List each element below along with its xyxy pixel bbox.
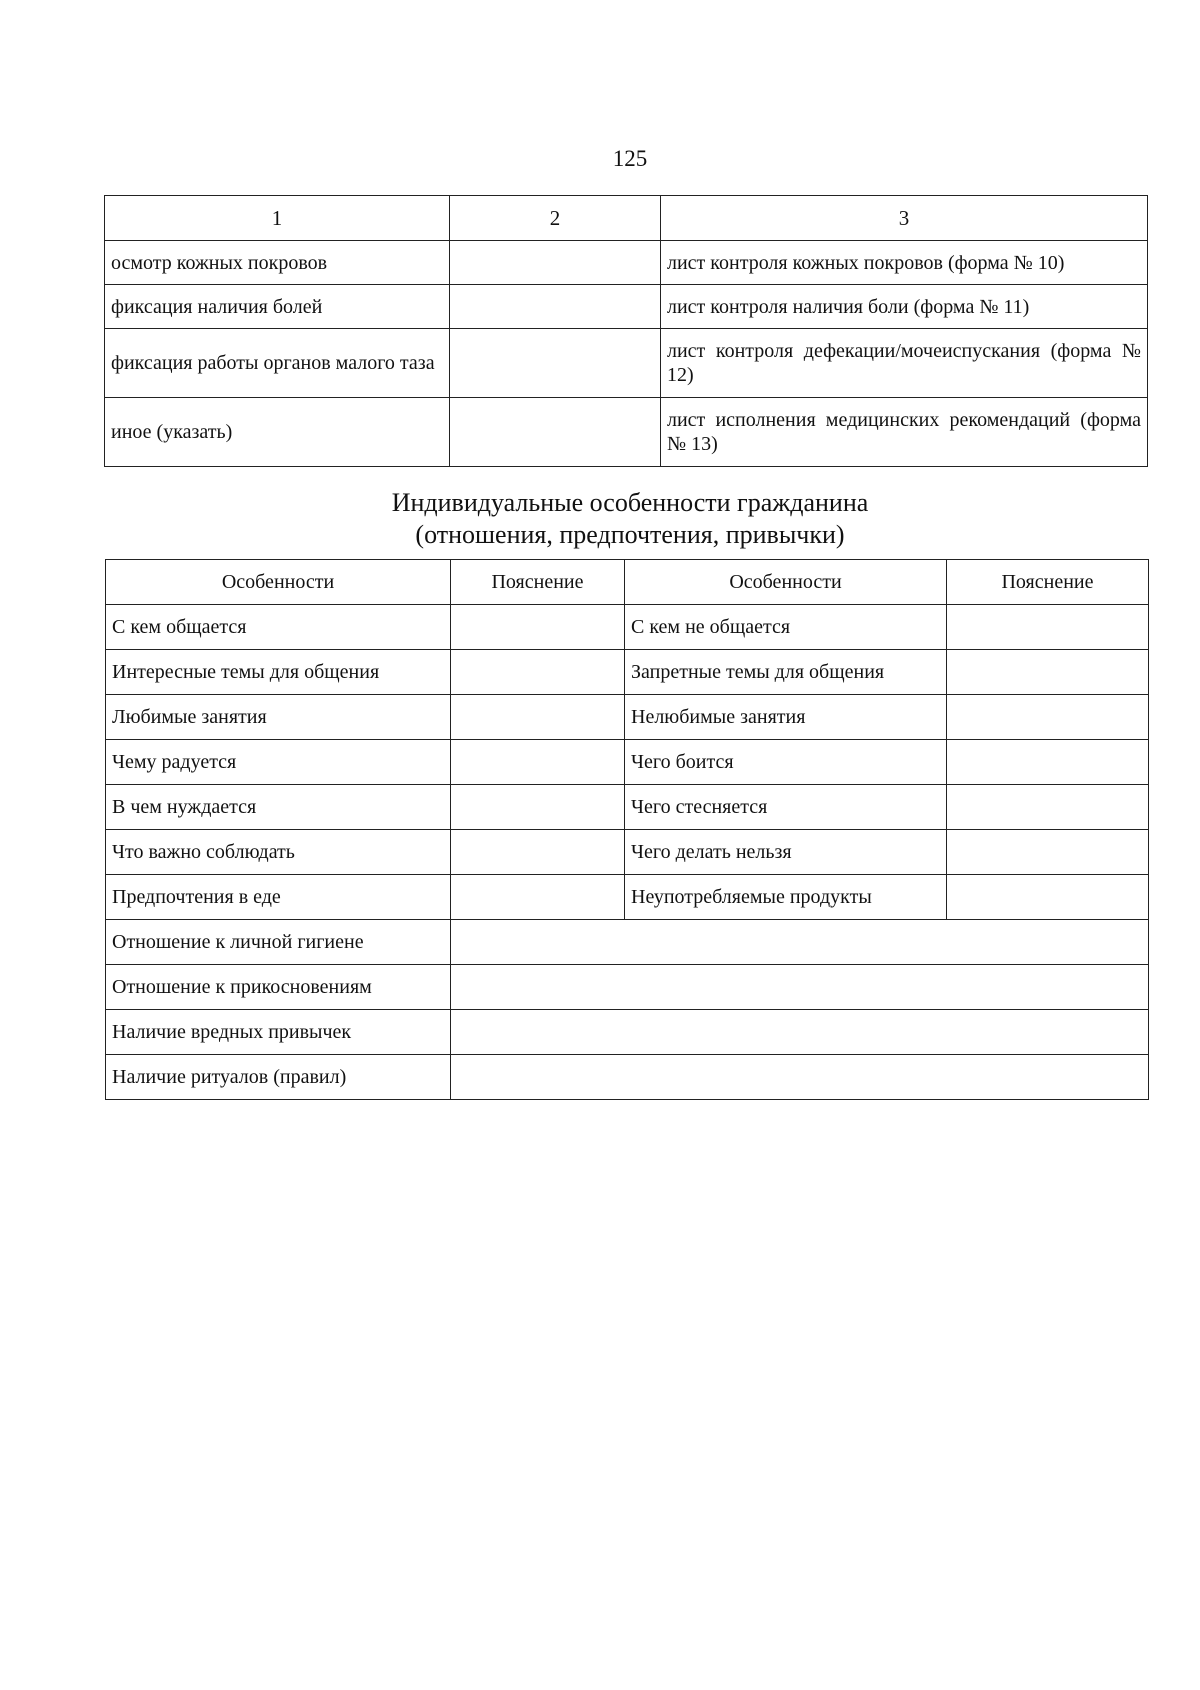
feature-label: Интересные темы для общения: [106, 650, 451, 695]
care-forms-table: [104, 195, 1148, 467]
explanation-field[interactable]: [947, 785, 1149, 830]
explanation-field[interactable]: [451, 875, 625, 920]
blank-cell: [450, 398, 661, 467]
form-cell: лист контроля наличия боли (форма № 11): [661, 285, 1148, 329]
feature-label: Предпочтения в еде: [106, 875, 451, 920]
feature-label: Наличие вредных привычек: [106, 1010, 451, 1055]
explanation-field[interactable]: [947, 650, 1149, 695]
table-row: [106, 875, 1149, 920]
column-header-2: 2: [450, 196, 661, 241]
explanation-header: Пояснение: [947, 560, 1149, 605]
explanation-field[interactable]: [947, 605, 1149, 650]
column-header-1: 1: [105, 196, 450, 241]
table-row: [106, 920, 1149, 965]
explanation-field[interactable]: [947, 740, 1149, 785]
activity-cell: фиксация наличия болей: [105, 285, 450, 329]
table-row: [106, 605, 1149, 650]
explanation-field[interactable]: [947, 695, 1149, 740]
table-row: [106, 965, 1149, 1010]
table-row: [106, 740, 1149, 785]
table-row: [106, 1055, 1149, 1100]
feature-label: Что важно соблюдать: [106, 830, 451, 875]
activity-cell: фиксация работы органов малого таза: [105, 329, 450, 398]
feature-label: Чего делать нельзя: [625, 830, 947, 875]
table-row: [106, 650, 1149, 695]
feature-label: Любимые занятия: [106, 695, 451, 740]
feature-label: Чего боится: [625, 740, 947, 785]
table-row: [106, 785, 1149, 830]
page-number: 125: [612, 146, 648, 171]
explanation-field[interactable]: [451, 830, 625, 875]
feature-label: Отношение к прикосновениям: [106, 965, 451, 1010]
explanation-field[interactable]: [451, 650, 625, 695]
blank-cell: [450, 329, 661, 398]
features-header: Особенности: [625, 560, 947, 605]
feature-label: С кем общается: [106, 605, 451, 650]
section-title-line-1: Индивидуальные особенности гражданина: [391, 488, 869, 517]
explanation-field[interactable]: [451, 1010, 1149, 1055]
activity-cell: осмотр кожных покровов: [105, 241, 450, 285]
activity-cell: иное (указать): [105, 398, 450, 467]
table-header-row: [105, 196, 1148, 241]
section-title-line-2: (отношения, предпочтения, привычки): [415, 520, 845, 549]
explanation-field[interactable]: [451, 785, 625, 830]
explanation-field[interactable]: [947, 875, 1149, 920]
explanation-field[interactable]: [451, 695, 625, 740]
feature-label: Запретные темы для общения: [625, 650, 947, 695]
table-row: [106, 830, 1149, 875]
explanation-field[interactable]: [451, 965, 1149, 1010]
features-header: Особенности: [106, 560, 451, 605]
table-row: [105, 398, 1148, 467]
feature-label: Чего стесняется: [625, 785, 947, 830]
feature-label: Отношение к личной гигиене: [106, 920, 451, 965]
blank-cell: [450, 285, 661, 329]
feature-label: Нелюбимые занятия: [625, 695, 947, 740]
explanation-field[interactable]: [451, 1055, 1149, 1100]
table-row: [106, 1010, 1149, 1055]
table-row: [105, 241, 1148, 285]
explanation-field[interactable]: [451, 740, 625, 785]
explanation-field[interactable]: [451, 920, 1149, 965]
blank-cell: [450, 241, 661, 285]
form-cell: лист контроля кожных покровов (форма № 10): [661, 241, 1148, 285]
feature-label: Неупотребляемые продукты: [625, 875, 947, 920]
table-row: [105, 329, 1148, 398]
feature-label: В чем нуждается: [106, 785, 451, 830]
section-title: [280, 487, 980, 551]
feature-label: С кем не общается: [625, 605, 947, 650]
table-header-row: [106, 560, 1149, 605]
table-row: [105, 285, 1148, 329]
form-cell: лист исполнения медицинских рекомендаций (форма № 13): [661, 398, 1148, 467]
personal-features-table: [105, 559, 1149, 1100]
explanation-field[interactable]: [451, 605, 625, 650]
table-row: [106, 695, 1149, 740]
explanation-field[interactable]: [947, 830, 1149, 875]
form-cell: лист контроля дефекации/мочеиспускания (форма № 12): [661, 329, 1148, 398]
explanation-header: Пояснение: [451, 560, 625, 605]
feature-label: Наличие ритуалов (правил): [106, 1055, 451, 1100]
feature-label: Чему радуется: [106, 740, 451, 785]
column-header-3: 3: [661, 196, 1148, 241]
